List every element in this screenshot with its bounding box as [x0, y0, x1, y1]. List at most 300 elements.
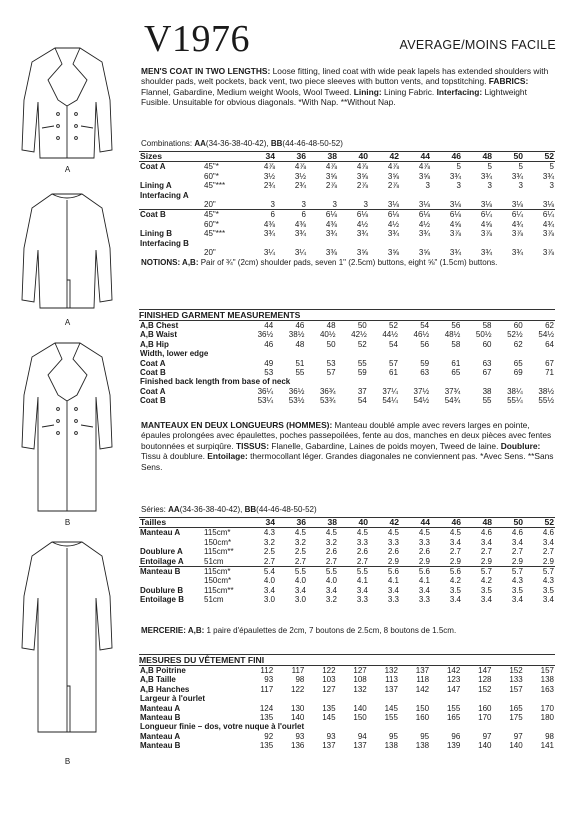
table-cell: 59 [357, 368, 367, 378]
coat-a-back-drawing [0, 188, 135, 313]
finished-measurements-title-fr: MESURES DU VÊTEMENT FINI [139, 654, 555, 666]
table-cell: 50½ [475, 330, 492, 340]
mercerie-text: 1 paire d'épaulettes de 2cm, 7 boutons de 2.5cm, 8 boutons de 1.5cm. [204, 626, 457, 635]
row-label: Manteau B [139, 567, 203, 577]
row-label: Coat B [139, 210, 203, 220]
table-cell: 65 [513, 358, 523, 368]
row-label: Coat A [140, 162, 166, 172]
table-cell: 63 [482, 358, 492, 368]
table-row [139, 576, 555, 585]
table-cell: 5 [456, 162, 461, 172]
table-cell: 37¾ [444, 386, 461, 396]
table-cell: 93 [326, 731, 336, 741]
tissus-text: Flanelle, Gabardine, Laines de poids moyen, Tweed de laine. [269, 440, 499, 451]
row-label: Manteau B [140, 741, 181, 751]
table-cell: 3.5 [542, 585, 554, 595]
size-header: 48 [462, 152, 493, 162]
table-cell: 55 [357, 358, 367, 368]
row-label: Lining A [140, 181, 172, 191]
table-cell: 57 [326, 368, 336, 378]
table-cell: 4⅞ [294, 162, 306, 172]
table-cell: 4⅞ [325, 162, 337, 172]
table-cell: 3¾ [263, 229, 275, 239]
table-header-row [139, 152, 555, 162]
table-cell: 55 [295, 368, 305, 378]
table-cell: 3.4 [418, 585, 430, 595]
table-cell [245, 191, 276, 200]
table-cell: 3.4 [511, 595, 523, 605]
table-row [139, 191, 555, 200]
table-cell: 165 [509, 703, 523, 713]
table-cell: 46 [264, 339, 274, 349]
row-label: Manteau A [140, 528, 181, 538]
table-cell: 48 [326, 321, 336, 330]
row-label: A,B Waist [140, 330, 178, 340]
table-cell: 93 [295, 731, 305, 741]
table-cell: 4.2 [449, 576, 461, 586]
table-cell: 3¾ [356, 229, 368, 239]
table-cell: 4.3 [511, 576, 523, 586]
table-cell: 152 [478, 684, 492, 694]
table-cell: 103 [322, 675, 336, 685]
fabric-width: 45"* [203, 210, 245, 220]
table-cell: 63 [420, 368, 430, 378]
table-cell: 137 [322, 741, 336, 751]
table-cell [276, 191, 307, 200]
description-title-fr: MANTEAUX EN DEUX LONGUEURS (HOMMES): [141, 420, 333, 430]
table-cell: 5.6 [431, 567, 462, 577]
table-cell: 141 [540, 741, 554, 751]
table-cell: 69 [513, 368, 523, 378]
table-cell: 6¼ [524, 210, 555, 220]
series-label: Séries: [141, 505, 169, 514]
table-cell: 3⅛ [418, 200, 430, 210]
finished-measurements-table-english [139, 321, 555, 406]
table-cell: 4.0 [325, 576, 337, 586]
table-cell: 4¾ [542, 219, 554, 229]
table-cell: 2.7 [480, 547, 492, 557]
description-english [141, 66, 555, 108]
table-cell [431, 191, 462, 200]
table-cell: 48½ [444, 330, 461, 340]
table-row [139, 162, 555, 172]
table-cell: 5.4 [245, 567, 276, 577]
row-label [139, 576, 203, 585]
table-cell: 5.7 [493, 567, 524, 577]
table-cell: 123 [446, 675, 461, 685]
table-cell: 54 [420, 321, 430, 330]
table-cell: 53½ [288, 396, 305, 406]
fabrics-text: Flannel, Gabardine, Medium weight Wools, Wool Tweed. [141, 86, 352, 97]
row-label: Coat A [140, 358, 166, 368]
table-cell: 127 [322, 684, 336, 694]
table-cell: 54½ [413, 396, 430, 406]
figure-label: B [64, 757, 71, 766]
table-cell: 42½ [351, 330, 367, 340]
table-row [139, 349, 555, 358]
row-label: Interfacing A [140, 190, 189, 200]
doublure-text: Tissu à doublure. [141, 451, 205, 462]
fabric-width [203, 191, 245, 200]
row-label: Largeur à l'ourlet [140, 694, 206, 704]
series-aa-sizes: (34-36-38-40-42), [179, 505, 245, 514]
table-cell: 2.7 [325, 556, 337, 566]
table-row [139, 210, 555, 220]
fabrics-label: FABRICS: [486, 76, 529, 87]
pattern-number: V1976 [144, 18, 250, 60]
table-cell: 2.5 [294, 547, 306, 557]
table-cell: 2.9 [418, 556, 430, 566]
table-cell: 3.5 [511, 585, 523, 595]
figure-label: A [64, 318, 71, 327]
table-cell: 4.5 [294, 528, 306, 538]
table-cell: 36½ [288, 386, 305, 396]
table-cell: 3 [518, 181, 523, 191]
size-header: 46 [431, 152, 462, 162]
notions-text: Pair of ¾" (2cm) shoulder pads, seven 1" (2.5cm) buttons, eight ⅝" (1.5cm) buttons. [198, 258, 498, 267]
row-label: Interfacing B [140, 238, 189, 248]
fabric-width: 45"*** [204, 229, 226, 239]
fabric-width: 20" [204, 200, 216, 210]
row-label: Manteau B [140, 713, 181, 723]
combo-bb: BB [270, 139, 283, 148]
table-cell: 3¾ [294, 229, 306, 239]
table-cell: 4⅜ [294, 219, 306, 229]
description-body-fr: Manteau doublé ample avec revers larges en pointe, épaules prolongées avec épaulettes, poches passepoilées, fente au dos, manches en deux pièces avec fentes boutonnées et surpiqûre. [141, 420, 552, 451]
table-cell: 4.5 [418, 528, 430, 538]
table-cell: 118 [416, 675, 430, 685]
table-cell: 3 [487, 181, 492, 191]
table-cell: 3.4 [387, 585, 399, 595]
table-cell: 38½ [538, 386, 554, 396]
table-cell: 3.2 [325, 537, 337, 547]
table-cell: 135 [259, 713, 274, 723]
table-cell: 4⅞ [418, 162, 430, 172]
table-cell: 112 [260, 666, 274, 675]
fabric-width: 115cm** [204, 585, 234, 595]
table-cell: 3¾ [418, 229, 430, 239]
table-cell: 160 [415, 713, 430, 723]
table-row [139, 675, 555, 684]
table-cell: 6⅛ [400, 210, 431, 220]
table-cell: 108 [353, 675, 367, 685]
row-label: Entoilage B [140, 595, 185, 605]
table-cell: 5.6 [400, 567, 431, 577]
table-cell: 147 [446, 684, 461, 694]
table-cell: 2.9 [449, 556, 461, 566]
figure-label: A [64, 165, 71, 174]
table-cell: 57 [389, 358, 398, 368]
table-row [139, 396, 555, 405]
table-cell: 2.5 [263, 547, 275, 557]
table-row [139, 595, 555, 604]
table-cell: 155 [446, 703, 461, 713]
table-cell: 4.5 [449, 528, 461, 538]
row-label [139, 220, 203, 229]
table-row [139, 172, 555, 181]
table-cell: 6⅛ [369, 210, 400, 220]
row-label: Longueur finie – dos, votre nuque à l'ourlet [140, 722, 305, 732]
table-cell: 4⅞ [356, 162, 368, 172]
table-cell [307, 239, 338, 248]
table-cell: 175 [509, 713, 523, 723]
fabric-width: 51cm [204, 556, 224, 566]
table-cell: 2⅞ [325, 181, 337, 191]
difficulty-label: AVERAGE/MOINS FACILE [399, 38, 556, 52]
table-cell: 50 [326, 339, 336, 349]
table-cell: 3 [549, 181, 554, 191]
table-row [139, 330, 555, 339]
table-cell: 3 [332, 200, 337, 210]
table-cell: 2.7 [449, 547, 461, 557]
table-cell: 157 [540, 666, 554, 675]
table-cell: 5 [487, 162, 492, 172]
combo-bb-sizes: (44-46-48-50-52) [282, 139, 343, 148]
table-cell: 136 [291, 741, 305, 751]
table-row [139, 220, 555, 229]
mercerie-label: MERCERIE: A,B: [141, 626, 205, 635]
figure-column [0, 0, 135, 816]
table-cell: 37 [357, 386, 367, 396]
yardage-table-french [139, 517, 555, 605]
header-label: Tailles [139, 518, 245, 528]
table-cell: 3¾ [511, 248, 523, 258]
table-cell: 3⅞ [480, 229, 492, 239]
size-header: 40 [338, 152, 369, 162]
table-cell: 37½ [413, 386, 430, 396]
table-cell: 2.7 [294, 556, 306, 566]
table-row [139, 387, 555, 396]
table-cell: 3¾ [449, 171, 461, 181]
table-cell: 165 [446, 713, 461, 723]
lining-text: Lining Fabric. [381, 86, 435, 97]
table-cell: 92 [264, 731, 274, 741]
size-header: 36 [276, 518, 307, 528]
table-cell: 3⅝ [387, 248, 399, 258]
table-cell: 140 [509, 741, 523, 751]
table-cell: 163 [540, 684, 554, 694]
table-cell: 3.5 [449, 585, 461, 595]
table-cell: 3¾ [449, 248, 461, 258]
table-cell: 2.6 [356, 547, 368, 557]
table-cell: 3⅜ [325, 248, 337, 258]
table-cell: 3.4 [449, 595, 461, 605]
row-label: Entoilage A [140, 556, 184, 566]
table-cell: 54½ [538, 330, 554, 340]
table-cell: 2.6 [418, 547, 430, 557]
table-cell: 155 [384, 713, 398, 723]
table-cell: 3.2 [325, 595, 337, 605]
table-cell: 60 [513, 321, 523, 330]
table-cell: 61 [451, 358, 461, 368]
table-cell: 54 [357, 396, 367, 406]
table-cell [276, 239, 307, 248]
row-label: Coat B [140, 396, 166, 406]
table-cell: 160 [478, 703, 492, 713]
table-cell: 4.0 [294, 576, 306, 586]
table-cell: 145 [384, 703, 398, 713]
row-label: Doublure A [140, 547, 183, 557]
table-cell: 2.7 [356, 556, 368, 566]
fabric-width: 150cm* [204, 537, 232, 547]
table-cell: 93 [264, 675, 274, 685]
combinations-label: Combinations: [141, 139, 195, 148]
table-cell [245, 239, 276, 248]
table-cell: 3.4 [263, 585, 275, 595]
coat-a-front-drawing [0, 40, 135, 160]
tissus-label: TISSUS: [233, 440, 270, 451]
row-label: Manteau A [140, 731, 181, 741]
table-cell: 124 [259, 703, 274, 713]
table-cell: 3¾ [325, 229, 337, 239]
figure-label: B [64, 518, 71, 527]
entoilage-label: Entoilage: [204, 451, 248, 462]
table-cell: 3⅞ [542, 248, 554, 258]
table-row [139, 694, 555, 703]
table-row [139, 368, 555, 377]
table-cell: 3.4 [325, 585, 337, 595]
table-row [139, 547, 555, 556]
table-cell: 95 [389, 731, 398, 741]
fabric-width: 60"* [204, 171, 219, 181]
table-cell: 36¾ [319, 386, 336, 396]
table-cell: 140 [353, 703, 367, 713]
table-cell [400, 239, 431, 248]
table-cell: 52½ [507, 330, 523, 340]
table-cell: 3⅞ [511, 229, 523, 239]
table-cell: 3.3 [387, 537, 399, 547]
fabric-width [203, 239, 245, 248]
table-cell: 4.6 [542, 528, 554, 538]
table-cell: 3.4 [480, 537, 492, 547]
table-cell: 54¼ [382, 396, 398, 406]
fabric-width: 115cm* [204, 528, 231, 538]
table-cell [524, 239, 555, 248]
table-cell: 138 [540, 675, 554, 685]
table-cell: 3.2 [294, 537, 306, 547]
table-cell: 5.5 [307, 567, 338, 577]
table-cell: 5.7 [462, 567, 493, 577]
table-cell: 4⅜ [325, 219, 337, 229]
table-cell: 133 [509, 675, 523, 685]
finished-measurements-table-french [139, 666, 555, 751]
table-cell: 4.6 [511, 528, 523, 538]
table-cell: 6 [245, 210, 276, 220]
table-cell: 180 [540, 713, 554, 723]
size-header: 42 [369, 518, 400, 528]
table-cell: 3½ [294, 171, 306, 181]
table-cell: 3.2 [263, 537, 275, 547]
table-cell: 3.0 [263, 595, 275, 605]
table-cell: 117 [291, 666, 305, 675]
table-cell [524, 191, 555, 200]
size-header: 50 [493, 518, 524, 528]
table-cell [338, 191, 369, 200]
table-row [139, 181, 555, 190]
table-cell: 5.5 [338, 567, 369, 577]
table-cell: 157 [509, 684, 523, 694]
table-cell: 135 [259, 741, 274, 751]
description-body: Loose fitting, lined coat with wide peak lapels has extended shoulders with shoulder pads, welt pockets, back vent, two piece sleeves with button vents, and topstitching. [141, 66, 549, 87]
row-label [139, 200, 203, 210]
size-header: 52 [524, 152, 555, 162]
table-cell: 3 [363, 200, 368, 210]
table-cell: 3⅛ [511, 200, 523, 210]
fabric-width: 150cm* [204, 576, 232, 586]
table-cell: 61 [389, 368, 398, 378]
table-cell: 150 [415, 703, 430, 713]
series-bb-sizes: (44-46-48-50-52) [256, 505, 317, 514]
notions-label: NOTIONS: A,B: [141, 258, 199, 267]
table-cell: 5 [549, 162, 554, 172]
table-row [139, 704, 555, 713]
notions-english [141, 258, 555, 267]
size-header: 38 [307, 152, 338, 162]
table-row [139, 538, 555, 547]
table-cell: 4½ [387, 219, 399, 229]
table-cell: 3¼ [263, 248, 275, 258]
table-cell: 52 [357, 339, 367, 349]
combinations-french [141, 505, 317, 514]
table-cell: 64 [545, 339, 554, 349]
table-cell: 3.4 [356, 585, 368, 595]
table-cell [493, 191, 524, 200]
table-cell: 138 [384, 741, 398, 751]
table-cell: 55½ [538, 396, 554, 406]
table-cell: 5.7 [524, 567, 555, 577]
table-cell: 122 [322, 666, 336, 675]
row-label: A,B Poitrine [140, 666, 186, 675]
table-cell: 5 [518, 162, 523, 172]
table-cell: 4⅞ [387, 162, 399, 172]
table-cell: 142 [415, 684, 430, 694]
table-cell [462, 239, 493, 248]
table-cell: 132 [353, 684, 367, 694]
table-cell: 6⅛ [338, 210, 369, 220]
row-label: Manteau A [140, 703, 181, 713]
fabric-width: 115cm** [204, 547, 234, 557]
combo-aa-sizes: (34-36-38-40-42), [205, 139, 271, 148]
table-cell: 3 [425, 181, 430, 191]
table-cell: 3⅝ [356, 171, 368, 181]
table-cell [369, 191, 400, 200]
table-cell: 6¼ [462, 210, 493, 220]
table-cell: 56 [451, 321, 461, 330]
table-cell: 139 [446, 741, 461, 751]
table-cell: 3⅝ [325, 171, 337, 181]
table-cell: 36½ [257, 330, 274, 340]
table-cell: 48 [295, 339, 305, 349]
table-cell: 128 [478, 675, 492, 685]
table-cell: 51 [295, 358, 305, 368]
table-cell: 3.4 [480, 595, 492, 605]
series-bb: BB [244, 505, 257, 514]
table-cell: 53 [264, 368, 274, 378]
table-cell: 5.5 [276, 567, 307, 577]
table-row [139, 713, 555, 722]
table-cell: 3⅞ [449, 229, 461, 239]
row-label: Width, lower edge [140, 349, 209, 359]
table-cell: 3.3 [356, 595, 368, 605]
table-cell [462, 191, 493, 200]
table-cell: 44½ [382, 330, 398, 340]
table-cell: 3 [301, 200, 306, 210]
table-row [139, 200, 555, 210]
table-cell: 4⅝ [480, 219, 492, 229]
row-label: A,B Hip [140, 339, 169, 349]
table-row [139, 586, 555, 595]
table-row [139, 377, 555, 386]
